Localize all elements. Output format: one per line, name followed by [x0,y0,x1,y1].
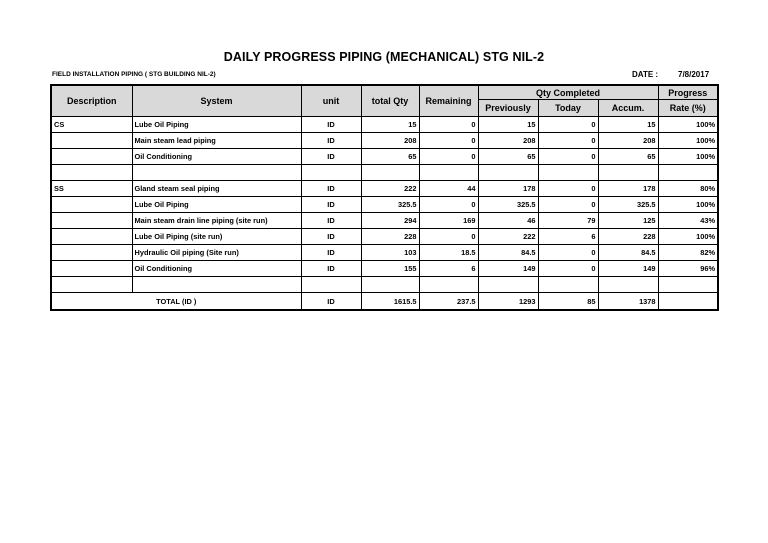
row-accum: 208 [598,133,658,149]
row-description: SS [51,181,132,197]
row-total-qty: 15 [361,117,419,133]
row-previously: 222 [478,229,538,245]
row-today [538,165,598,181]
row-today: 79 [538,213,598,229]
row-system [132,165,301,181]
row-description [51,229,132,245]
row-system: Lube Oil Piping [132,117,301,133]
row-total-qty: 65 [361,149,419,165]
row-unit: ID [301,197,361,213]
row-remaining [419,165,478,181]
row-remaining: 18.5 [419,245,478,261]
total-accum: 1378 [598,293,658,311]
row-previously: 84.5 [478,245,538,261]
total-rate [658,293,718,311]
header-today: Today [538,100,598,117]
row-system: Main steam lead piping [132,133,301,149]
row-previously: 46 [478,213,538,229]
row-total-qty [361,277,419,293]
header-rate: Rate (%) [658,100,718,117]
row-rate [658,277,718,293]
row-total-qty: 222 [361,181,419,197]
row-remaining: 0 [419,229,478,245]
row-system: Oil Conditioning [132,149,301,165]
header-remaining: Remaining [419,85,478,117]
table-row [51,245,718,261]
row-description [51,197,132,213]
row-remaining: 0 [419,133,478,149]
row-rate: 100% [658,117,718,133]
row-description [51,245,132,261]
date-label: DATE : [632,70,659,79]
row-today: 0 [538,245,598,261]
page-title: DAILY PROGRESS PIPING (MECHANICAL) STG NIL-2 [223,50,545,64]
total-previously: 1293 [478,293,538,311]
row-today: 0 [538,181,598,197]
row-accum [598,165,658,181]
table-row [51,213,718,229]
row-unit: ID [301,229,361,245]
row-previously [478,277,538,293]
row-rate: 100% [658,229,718,245]
row-today: 6 [538,229,598,245]
row-total-qty: 325.5 [361,197,419,213]
row-description: CS [51,117,132,133]
row-today [538,277,598,293]
row-today: 0 [538,261,598,277]
row-unit: ID [301,181,361,197]
table-row [51,133,718,149]
row-rate: 80% [658,181,718,197]
row-system: Lube Oil Piping [132,197,301,213]
header-description: Description [51,85,132,117]
row-rate [658,165,718,181]
table-row [51,165,718,181]
table-row [51,181,718,197]
header-total-qty: total Qty [361,85,419,117]
row-rate: 100% [658,197,718,213]
row-rate: 82% [658,245,718,261]
row-description [51,133,132,149]
section-subtitle: FIELD INSTALLATION PIPING ( STG BUILDING NIL-2) [52,71,216,78]
total-remaining: 237.5 [419,293,478,311]
row-rate: 96% [658,261,718,277]
row-description [51,277,132,293]
header-system: System [132,85,301,117]
total-label: TOTAL (ID ) [51,293,301,311]
row-accum: 178 [598,181,658,197]
row-system: Hydraulic Oil piping (Site run) [132,245,301,261]
row-total-qty: 155 [361,261,419,277]
row-accum: 228 [598,229,658,245]
row-accum: 325.5 [598,197,658,213]
table-row [51,197,718,213]
header-previously: Previously [478,100,538,117]
date-value: 7/8/2017 [678,70,710,79]
row-description [51,213,132,229]
total-unit: ID [301,293,361,311]
total-row [51,293,718,311]
row-previously: 65 [478,149,538,165]
row-accum: 84.5 [598,245,658,261]
row-total-qty: 228 [361,229,419,245]
row-description [51,149,132,165]
row-unit: ID [301,149,361,165]
row-accum: 65 [598,149,658,165]
header-progress: Progress [658,85,718,100]
table-row [51,149,718,165]
row-system: Lube Oil Piping (site run) [132,229,301,245]
row-system: Main steam drain line piping (site run) [132,213,301,229]
row-total-qty [361,165,419,181]
row-accum: 125 [598,213,658,229]
progress-table [50,84,719,311]
table-row [51,277,718,293]
row-remaining: 44 [419,181,478,197]
row-total-qty: 208 [361,133,419,149]
table-row [51,229,718,245]
row-today: 0 [538,149,598,165]
row-unit: ID [301,133,361,149]
row-unit [301,277,361,293]
row-remaining: 169 [419,213,478,229]
row-description [51,165,132,181]
row-previously [478,165,538,181]
table-row [51,117,718,133]
row-rate: 100% [658,149,718,165]
total-qty: 1615.5 [361,293,419,311]
row-system [132,277,301,293]
row-unit: ID [301,245,361,261]
row-previously: 178 [478,181,538,197]
row-accum [598,277,658,293]
row-accum: 149 [598,261,658,277]
total-today: 85 [538,293,598,311]
header-qty-completed: Qty Completed [478,85,658,100]
row-previously: 15 [478,117,538,133]
row-today: 0 [538,117,598,133]
row-system: Oil Conditioning [132,261,301,277]
row-unit [301,165,361,181]
row-remaining: 0 [419,117,478,133]
row-remaining: 0 [419,149,478,165]
row-rate: 43% [658,213,718,229]
row-accum: 15 [598,117,658,133]
row-total-qty: 294 [361,213,419,229]
row-remaining: 0 [419,197,478,213]
row-remaining: 6 [419,261,478,277]
row-system: Gland steam seal piping [132,181,301,197]
row-unit: ID [301,261,361,277]
row-description [51,261,132,277]
row-total-qty: 103 [361,245,419,261]
header-unit: unit [301,85,361,117]
row-unit: ID [301,117,361,133]
row-remaining [419,277,478,293]
row-previously: 208 [478,133,538,149]
row-today: 0 [538,133,598,149]
row-previously: 149 [478,261,538,277]
row-rate: 100% [658,133,718,149]
row-today: 0 [538,197,598,213]
table-row [51,261,718,277]
row-previously: 325.5 [478,197,538,213]
header-accum: Accum. [598,100,658,117]
row-unit: ID [301,213,361,229]
